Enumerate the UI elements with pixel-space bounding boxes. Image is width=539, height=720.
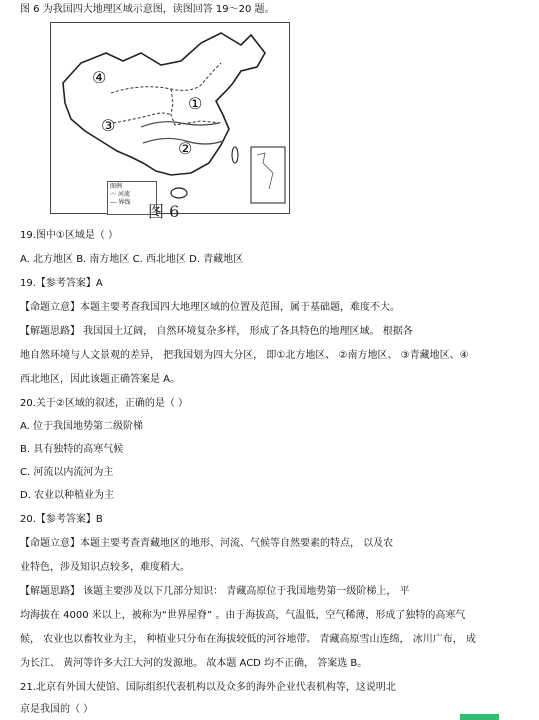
q19-intent: 【命题立意】本题主要考查我国四大地理区域的位置及范围，属于基础题，难度不大。 [20,302,400,313]
q19-analysis-3: 西北地区，因此该题正确答案是 A。 [20,374,181,385]
q19-analysis-2: 地自然环境与人文景观的差异， 把我国划为四大分区， 即①北方地区、 ②南方地区、 ③青藏地区、④ [20,350,469,361]
region-marker-1: ① [188,94,203,113]
legend-boundary-label: 界线 [118,199,131,206]
q20-intent-1: 【命题立意】本题主要考查青藏地区的地形、河流、气候等自然要素的特点， 以及农 [20,538,394,549]
q20-answer: 20.【参考答案】B [20,514,103,525]
q20-analysis-3: 候， 农业也以畜牧业为主， 种植业只分布在海拔较低的河谷地带。 青藏高原雪山连绵， 冰川广布， 成 [20,634,476,645]
region-marker-3: ③ [101,116,116,135]
bottom-accent-bar [460,714,499,720]
legend-river-label: 河流 [117,191,130,198]
q20-option-c: C. 河流以内流河为主 [20,467,114,478]
q20-option-b: B. 具有独特的高寒气候 [20,444,124,455]
intro-text: 图 6 为我国四大地理区域示意图，读图回答 19～20 题。 [20,4,275,15]
legend-river [110,191,154,199]
map-drawing [51,23,289,213]
region-marker-4: ④ [92,68,107,87]
q20-analysis-4: 为长江、 黄河等许多大江大河的发源地。 故本题 ACD 均不正确， 答案选 B。 [20,658,368,669]
q20-question: 20.关于②区域的叙述，正确的是（ ） [20,398,189,409]
q20-intent-2: 业特色，涉及知识点较多，难度稍大。 [20,562,190,573]
figure-caption: 图 6 [148,202,180,221]
china-regions-map [50,22,290,214]
q20-option-a: A. 位于我国地势第二级阶梯 [20,421,144,432]
q19-options: A. 北方地区 B. 南方地区 C. 西北地区 D. 青藏地区 [20,254,244,265]
q19-question: 19.图中①区域是（ ） [20,230,119,241]
dashed-line-icon: --- [110,199,117,206]
region-marker-2: ② [178,139,193,158]
q21-question-2: 京是我国的（ ） [20,704,94,715]
q20-option-d: D. 农业以种植业为主 [20,490,115,501]
q20-analysis-1: 【解题思路】 该题主要涉及以下几部分知识： 青藏高原位于我国地势第一级阶梯上， 平 [20,586,410,597]
q21-question-1: 21.北京有外国大使馆、国际组织代表机构以及众多的海外企业代表机构等，这说明北 [20,682,396,693]
q19-analysis-1: 【解题思路】 我国国土辽阔， 自然环境复杂多样， 形成了各具特色的地理区域。 根据各 [20,326,413,337]
q19-answer: 19.【参考答案】A [20,278,103,289]
q20-analysis-2: 均海拔在 4000 米以上，被称为“世界屋脊” 。由于海拔高，气温低，空气稀薄，形成了独特的高寒气 [20,610,466,621]
legend-title: 图例 [110,183,123,190]
river-line-icon: 〰 [110,191,117,198]
